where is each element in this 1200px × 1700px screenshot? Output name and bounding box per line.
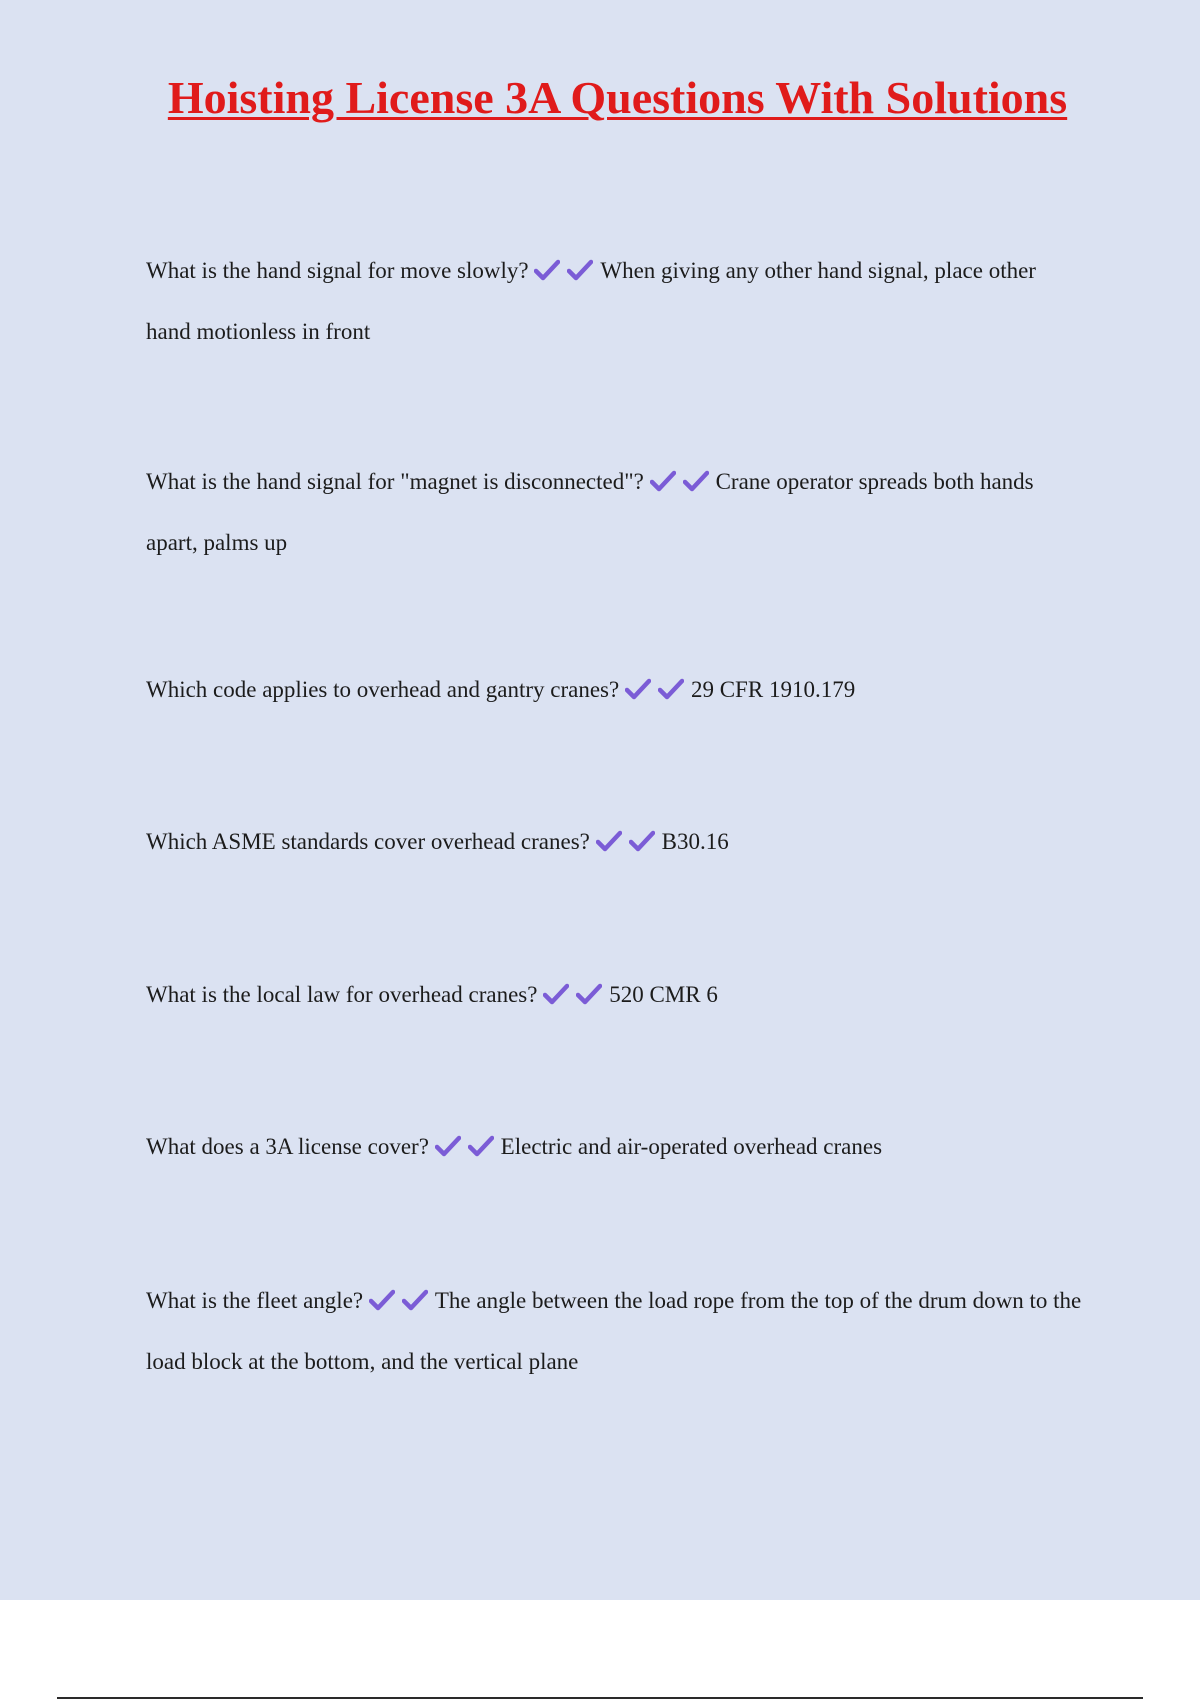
question-text: What is the local law for overhead cranes? [146,982,538,1007]
checkmark-icon [402,1289,428,1311]
checkmark-icon [435,1135,461,1157]
checkmark-icon [596,830,622,852]
qa-item [146,964,1086,1025]
answer-text: 520 CMR 6 [609,982,718,1007]
qa-item [146,1116,1086,1177]
footer-divider [57,1697,1143,1699]
qa-item [146,1270,1086,1392]
checkmark-icon [468,1135,494,1157]
question-text: What is the hand signal for move slowly? [146,258,529,283]
qa-item [146,659,1086,720]
question-text: Which code applies to overhead and gantry cranes? [146,677,620,702]
question-text: What does a 3A license cover? [146,1134,429,1159]
checkmark-icon [543,983,569,1005]
qa-item [146,811,1086,872]
answer-text: Crane operator spreads both hands apart, palms up [146,469,1034,555]
checkmark-icon [625,678,651,700]
qa-item [146,451,1086,573]
checkmark-icon [369,1289,395,1311]
answer-text: When giving any other hand signal, place other hand motionless in front [146,258,1036,344]
answer-text: Electric and air-operated overhead cranes [500,1134,883,1159]
question-text: What is the fleet angle? [146,1288,364,1313]
question-text: Which ASME standards cover overhead cranes? [146,829,590,854]
document-title: Hoisting License 3A Questions With Solutions [167,72,1068,123]
answer-text: The angle between the load rope from the top of the drum down to the load block at the bottom, and the vertical plane [146,1288,1082,1374]
checkmark-icon [629,830,655,852]
question-text: What is the hand signal for "magnet is disconnected"? [146,469,644,494]
checkmark-icon [576,983,602,1005]
answer-text: 29 CFR 1910.179 [690,677,856,702]
checkmark-icon [658,678,684,700]
checkmark-icon [567,259,593,281]
checkmark-icon [683,470,709,492]
qa-item [146,240,1086,362]
answer-text: B30.16 [661,829,729,854]
checkmark-icon [650,470,676,492]
checkmark-icon [534,259,560,281]
